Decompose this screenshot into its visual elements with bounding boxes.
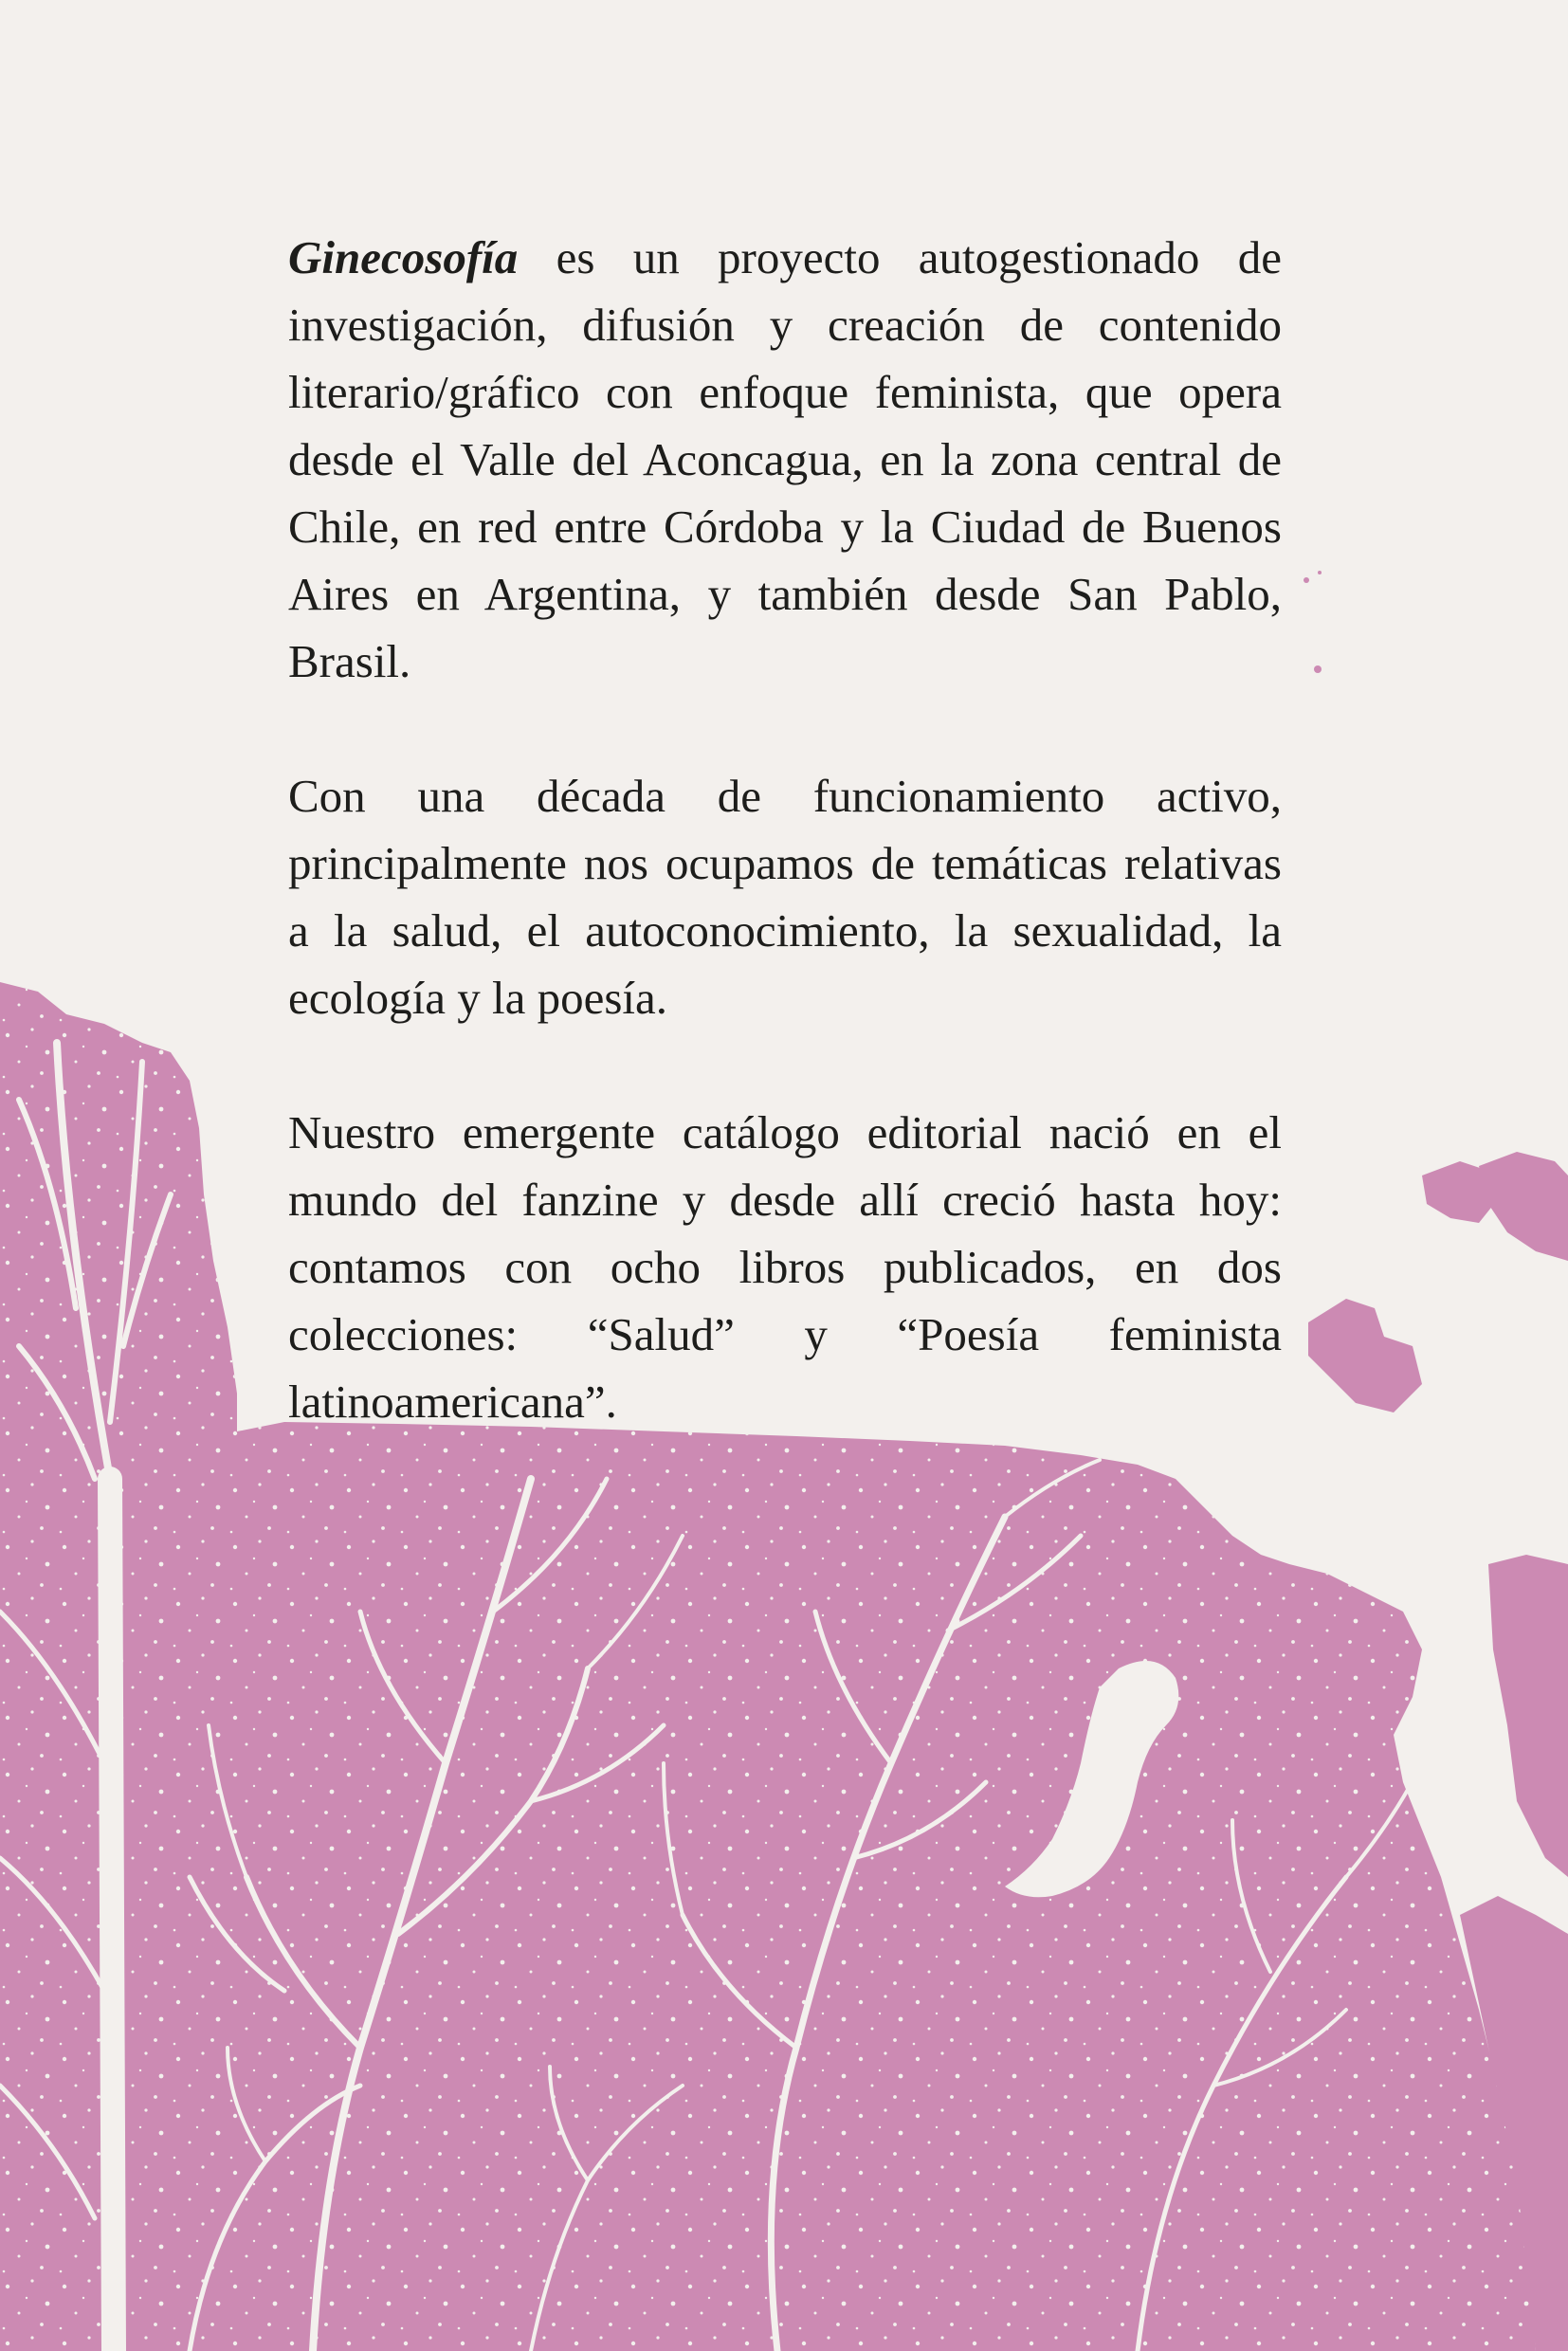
project-name: Ginecosofía	[288, 231, 519, 283]
paragraph-catalog: Nuestro emergente catálogo editorial nació en el mundo del fanzine y desde allí creció hasta hoy: contamos con ocho libros publicados, en dos colecciones: “Salud” y “Poesía feminista latinoamericana”.	[288, 1106, 1282, 1428]
paragraph-intro	[288, 224, 1282, 695]
paragraph-intro-text: es un proyecto autogestionado de investigación, difusión y creación de contenido literario/gráfico con enfoque feminista, que opera desde el Valle del Aconcagua, en la zona central de Chile, en red entre Córdoba y la Ciudad de Buenos Aires en Argentina, y también desde San Pablo, Brasil.	[288, 231, 1282, 687]
body-text	[288, 224, 1282, 1503]
paragraph-themes: Con una década de funcionamiento activo, principalmente nos ocupamos de temáticas relativas a la salud, el autoconocimiento, la sexualidad, la ecología y la poesía.	[288, 770, 1282, 1024]
